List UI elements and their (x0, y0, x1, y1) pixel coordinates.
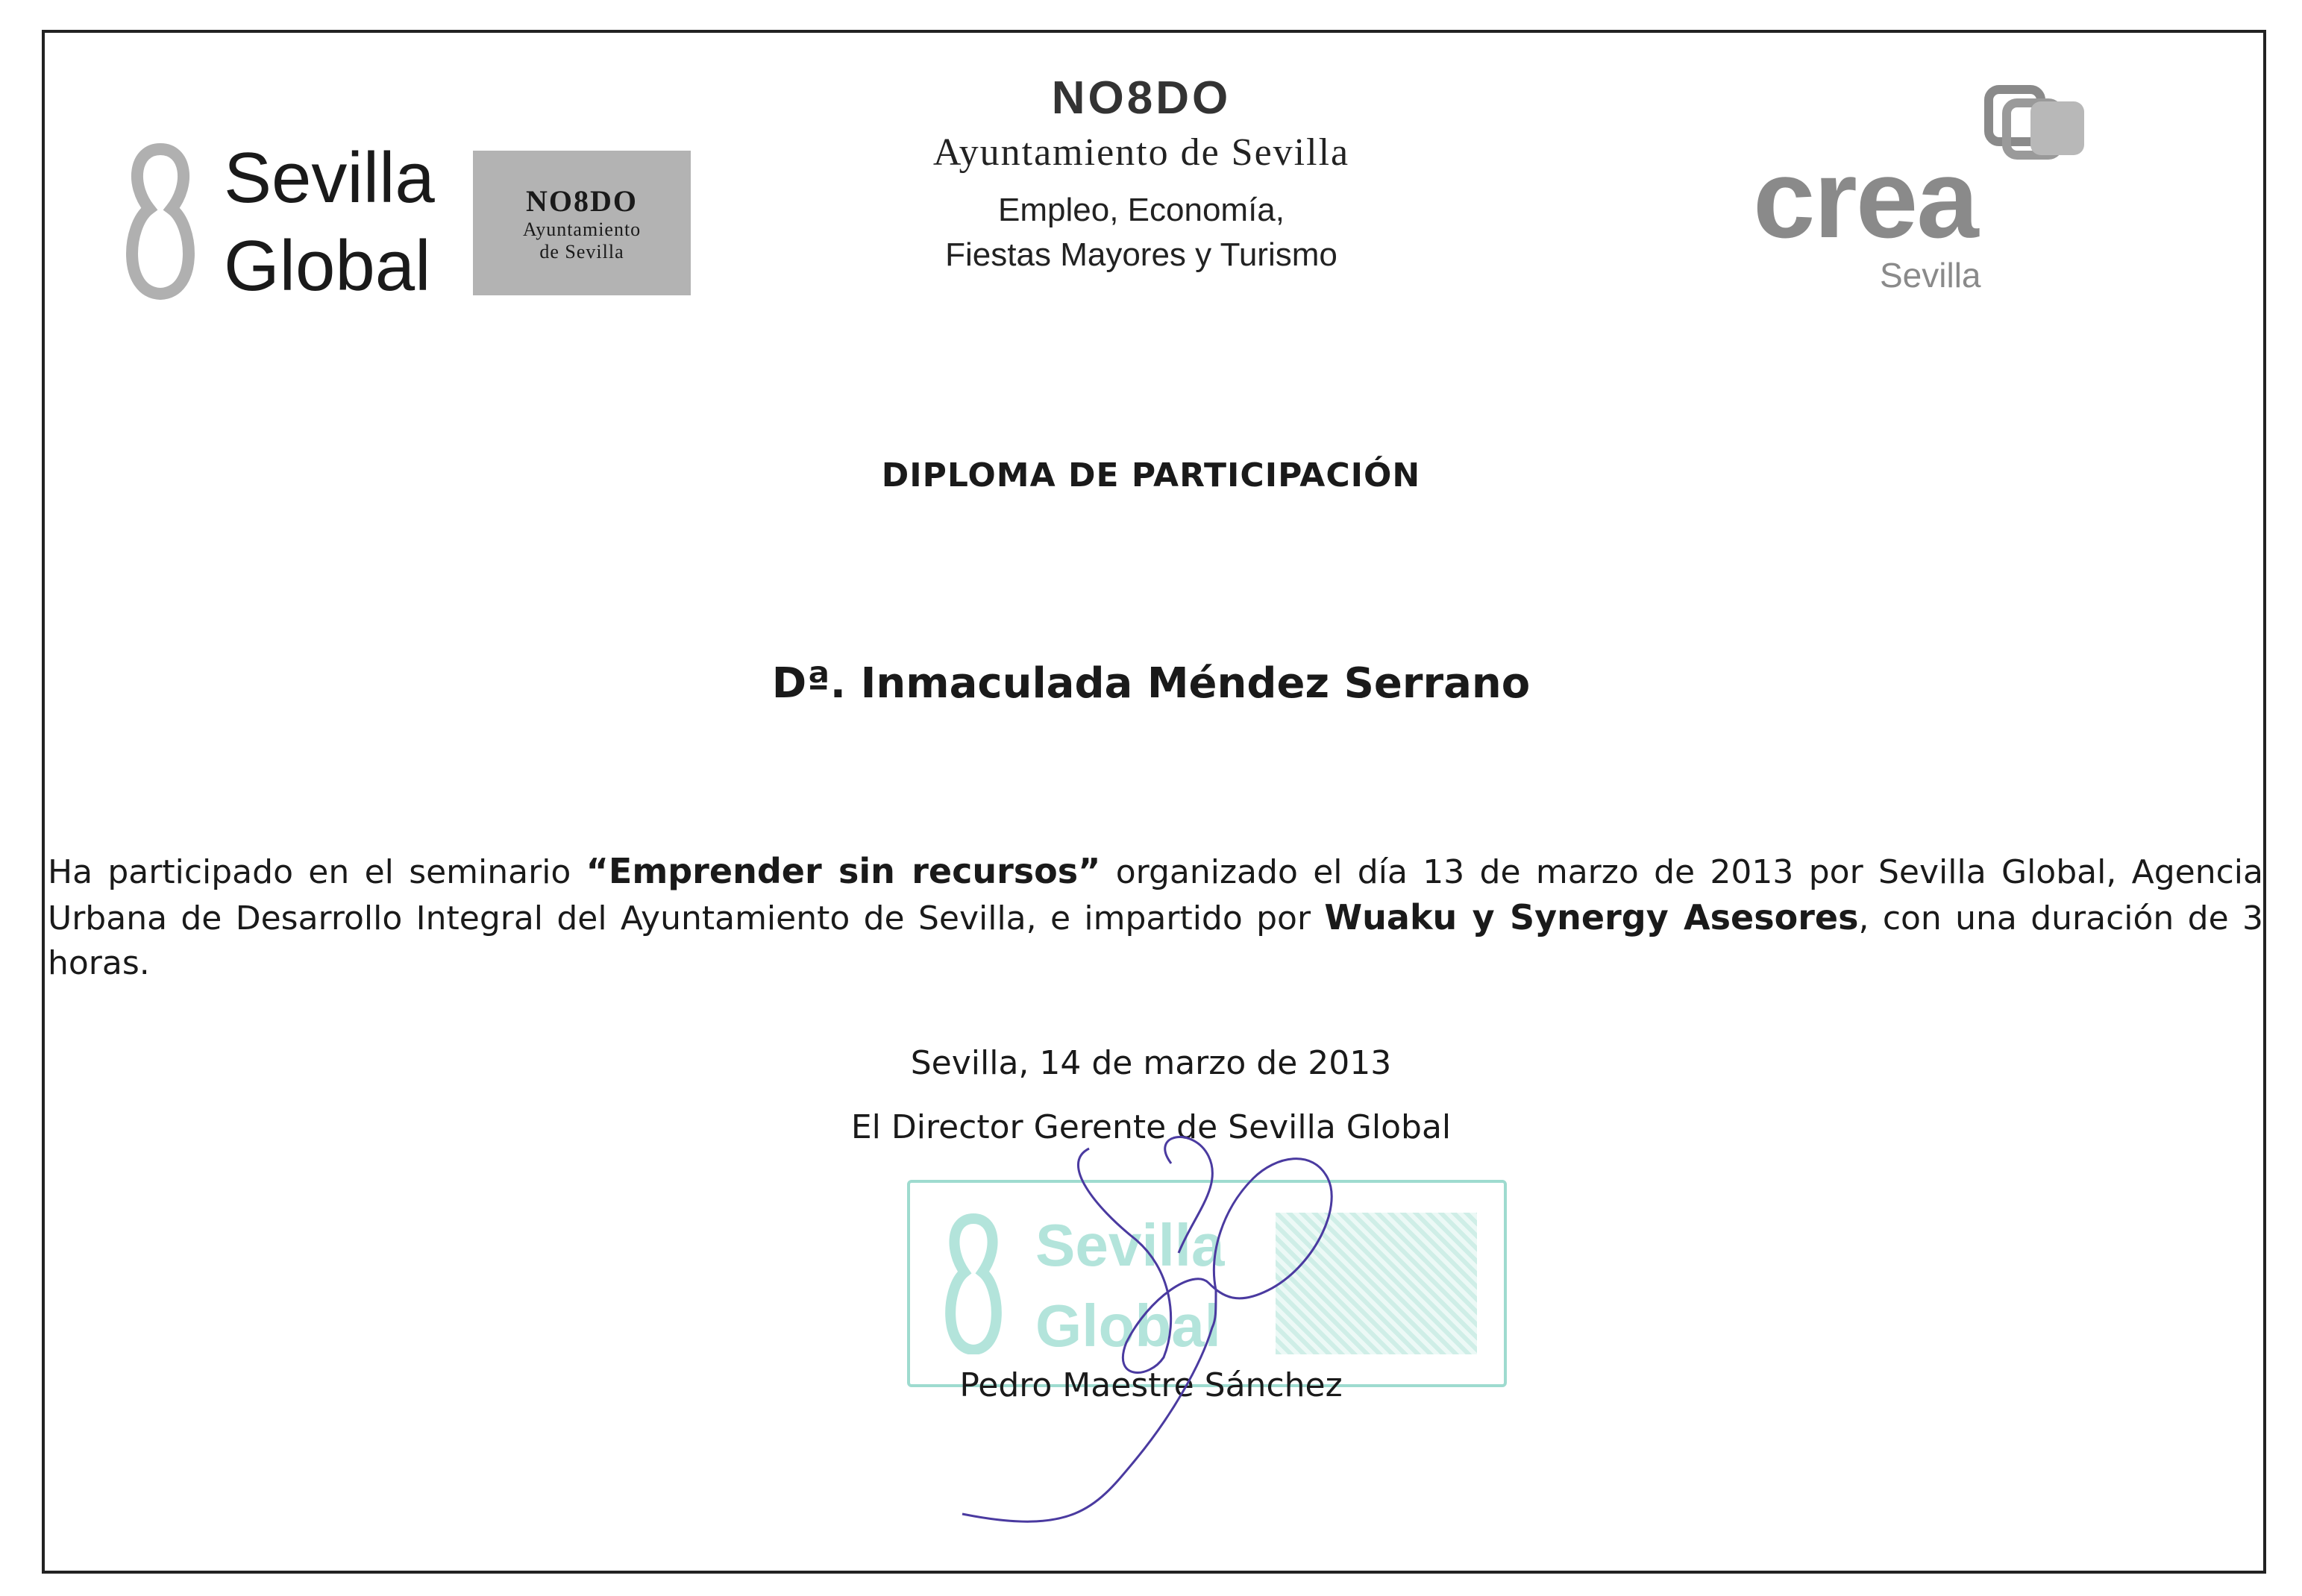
diploma-body (48, 849, 2263, 986)
signer-role: El Director Gerente de Sevilla Global (850, 1108, 1452, 1146)
place-date: Sevilla, 14 de marzo de 2013 (910, 1044, 1392, 1082)
nodo-box-mark: NO8DO (526, 184, 638, 218)
body-part1: Ha participado en el seminario (48, 853, 586, 891)
organizers: Wuaku y Synergy Asesores (1324, 897, 1859, 937)
signer-name: Pedro Maestre Sánchez (959, 1366, 1343, 1404)
seminar-title: “Emprender sin recursos” (586, 851, 1101, 891)
diploma-title: DIPLOMA DE PARTICIPACIÓN (881, 456, 1421, 494)
nodo-box-line1: Ayuntamiento (522, 219, 642, 240)
body-part3: , con una duración de 3 horas. (48, 899, 2264, 982)
stamp-line2: Global (1035, 1292, 1221, 1359)
sevilla-global-logo (119, 134, 701, 306)
recipient-name: Dª. Inmaculada Méndez Serrano (771, 659, 1531, 708)
council-header (843, 72, 1440, 277)
department-line2: Fiestas Mayores y Turismo (945, 236, 1337, 273)
nodo-box-logo (473, 151, 691, 295)
nodo-box-line2: de Sevilla (539, 241, 624, 263)
handwritten-signature (925, 1096, 1387, 1544)
crea-city: Sevilla (1880, 256, 1981, 295)
sevilla-global-line1: Sevilla (224, 138, 435, 218)
sevilla-global-line2: Global (224, 226, 431, 306)
department-line1: Empleo, Economía, (998, 192, 1285, 228)
sevilla-eight-icon (119, 143, 201, 300)
nodo-mark: NO8DO (1051, 72, 1232, 124)
ayuntamiento-title: Ayuntamiento de Sevilla (932, 131, 1350, 174)
crea-sevilla-logo (1753, 82, 2089, 321)
crea-word: crea (1753, 136, 1978, 261)
crea-squares-icon (1984, 82, 2089, 172)
stamp-line1: Sevilla (1035, 1212, 1225, 1278)
body-part2: organizado el día 13 de marzo de 2013 por Sevilla Global, Agencia Urbana de Desarrollo Integral del Ayuntamiento de Sevilla, e impartido por (48, 853, 2263, 937)
